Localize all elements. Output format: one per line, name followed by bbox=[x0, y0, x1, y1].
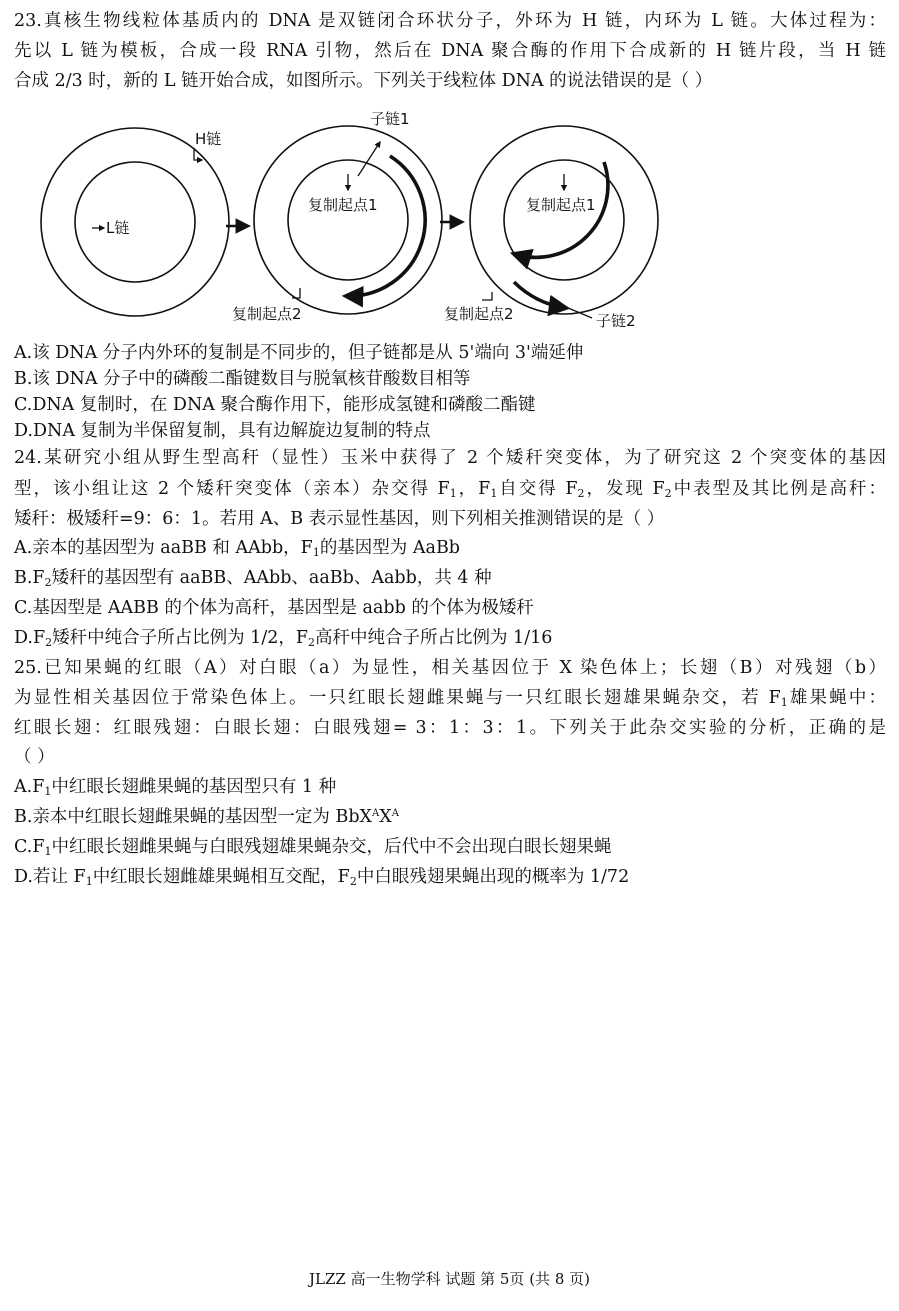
q24-option-d: $D.F_2$矮秆中纯合子所占比例为 1/2，$F_2$高秆中纯合子所占比例为 1/16 bbox=[14, 628, 553, 649]
q23-stem-line-1: 23.真核生物线粒体基质内的 DNA 是双链闭合环状分子，外环为 H 链，内环为 L 链。大体过程为： bbox=[14, 11, 886, 31]
page-footer: JLZZ 高一生物学科 试题 第 5页 (共 8 页) bbox=[309, 1270, 590, 1288]
origin-2-label-b: 复制起点2 bbox=[444, 305, 514, 323]
q23-option-b: B.该 DNA 分子中的磷酸二酯键数目与脱氧核苷酸数目相等 bbox=[14, 369, 471, 389]
circular-dna-2 bbox=[232, 110, 442, 323]
h-chain-label: H链 bbox=[195, 130, 222, 148]
q25-option-d: D.若让 $F_1$中红眼长翅雌雄果蝇相互交配，$F_2$中白眼残翅果蝇出现的概率为 1/72 bbox=[14, 867, 630, 888]
q23-option-a: A.该 DNA 分子内外环的复制是不同步的，但子链都是从 5'端向 3'端延伸 bbox=[14, 343, 584, 363]
daughter-chain-2-label: 子链2 bbox=[596, 312, 636, 330]
q23-stem-line-2: 先以 L 链为模板，合成一段 RNA 引物，然后在 DNA 聚合酶的作用下合成新的 H 链片段，当 H 链 bbox=[14, 41, 886, 61]
origin-1-label: 复制起点1 bbox=[308, 196, 378, 214]
q25-stem-line-2: 为显性相关基因位于常染色体上。一只红眼长翅雌果蝇与一只红眼长翅雄果蝇杂交，若 $F_1$雄果蝇中： bbox=[14, 688, 887, 709]
origin-1-label-b: 复制起点1 bbox=[526, 196, 596, 214]
q25-option-b: B.亲本中红眼长翅雌果蝇的基因型一定为 $BbX^AX^A$ bbox=[14, 807, 399, 827]
daughter-chain-1-arc bbox=[346, 156, 425, 296]
circular-dna-1 bbox=[41, 128, 229, 316]
q25-option-c: $C.F_1$中红眼长翅雌果蝇与白眼残翅雄果蝇杂交，后代中不会出现白眼长翅果蝇 bbox=[14, 837, 612, 858]
q25-stem-line-3: 红眼长翅：红眼残翅：白眼长翅：白眼残翅= 3：1：3：1。下列关于此杂交实验的分析，正确的是 bbox=[14, 718, 886, 738]
mtdna-replication-diagram bbox=[36, 104, 676, 336]
daughter-chain-1-label: 子链1 bbox=[370, 110, 410, 128]
q23-option-c: C.DNA 复制时，在 DNA 聚合酶作用下，能形成氢键和磷酸二酯键 bbox=[14, 395, 536, 415]
q24-option-c: C.基因型是 AABB 的个体为高秆，基因型是 aabb 的个体为极矮秆 bbox=[14, 598, 534, 618]
q24-option-a: A.亲本的基因型为 aaBB 和 AAbb，$F_1$的基因型为 AaBb bbox=[14, 538, 461, 559]
q25-option-a: $A.F_1$中红眼长翅雌果蝇的基因型只有 1 种 bbox=[14, 777, 337, 798]
l-chain-label: L链 bbox=[106, 219, 130, 237]
q24-stem-line-1: 24.某研究小组从野生型高秆（显性）玉米中获得了 2 个矮秆突变体，为了研究这 2 个突变体的基因 bbox=[14, 448, 886, 468]
q25-stem-line-1: 25.已知果蝇的红眼（A）对白眼（a）为显性，相关基因位于 X 染色体上；长翅（B）对残翅（b） bbox=[14, 658, 886, 678]
q24-option-b: $B.F_2$矮秆的基因型有 aaBB、AAbb、aaBb、Aabb，共 4 种 bbox=[14, 568, 492, 589]
q24-stem-line-2: 型，该小组让这 2 个矮秆突变体（亲本）杂交得 $F_1$，$F_1$自交得 $F_2$，发现 $F_2$中表型及其比例是高秆： bbox=[14, 479, 886, 500]
circular-dna-3 bbox=[444, 126, 658, 330]
q23-stem-line-3: 合成 2/3 时，新的 L 链开始合成，如图所示。下列关于线粒体 DNA 的说法错误的是（ ） bbox=[14, 71, 713, 91]
origin-2-label: 复制起点2 bbox=[232, 305, 302, 323]
q24-stem-line-3: 矮秆：极矮秆=9：6：1。若用 A、B 表示显性基因，则下列相关推测错误的是（ ） bbox=[14, 509, 665, 529]
q23-option-d: D.DNA 复制为半保留复制，具有边解旋边复制的特点 bbox=[14, 421, 431, 441]
q25-stem-line-4: （ ） bbox=[14, 747, 55, 767]
